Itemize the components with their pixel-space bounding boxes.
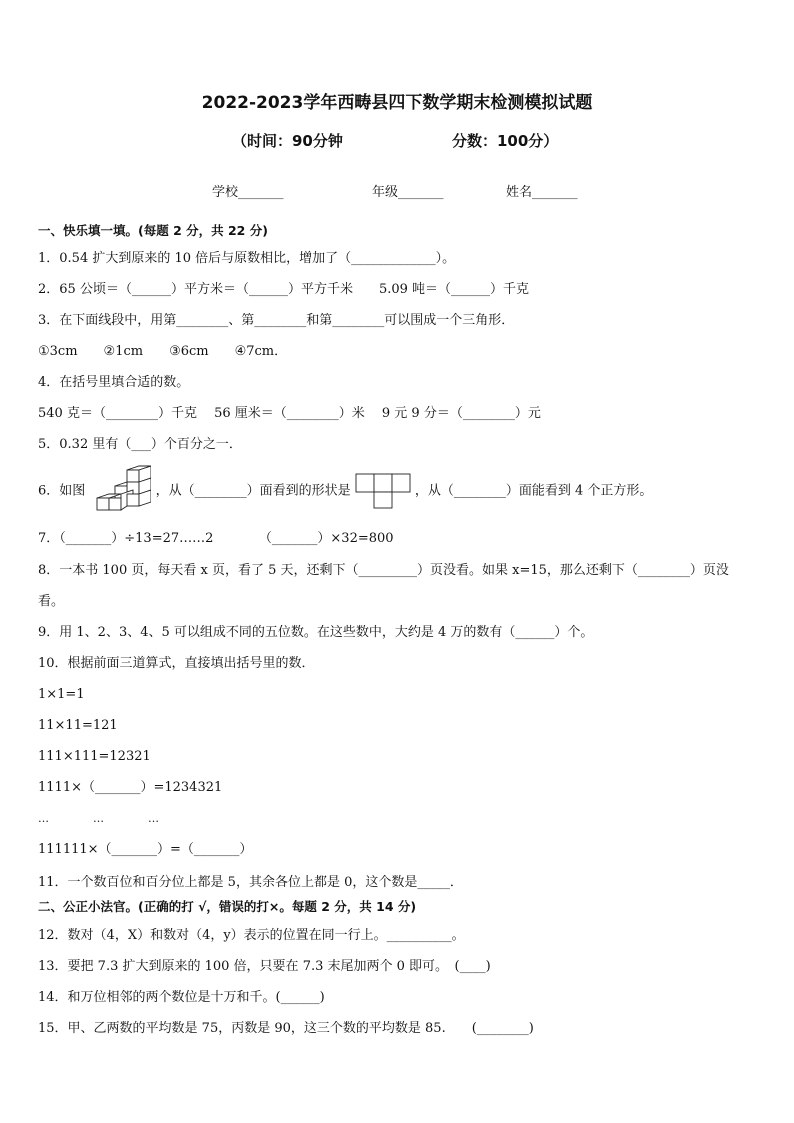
section1-heading: 一、快乐填一填。(每题 2 分，共 22 分) [38,223,268,238]
grade-field: 年级_______ [372,185,444,200]
question-15: 15．甲、乙两数的平均数是 75，丙数是 90，这三个数的平均数是 85. (________) [38,1021,534,1036]
question-4-items: 540 克＝（________）千克 56 厘米＝（________）米 9 元 9 分＝（________）元 [38,406,541,421]
question-9: 9．用 1、2、3、4、5 可以组成不同的五位数。在这些数中，大约是 4 万的数有（______）个。 [38,625,594,640]
name-field: 姓名_______ [506,185,578,200]
exam-time: （时间：90分钟 [232,132,343,150]
question-14: 14．和万位相邻的两个数位是十万和千。(______) [38,990,325,1005]
question-7: 7．（_______）÷13=27……2 （_______）×32=800 [38,531,394,546]
question-10-line-3: 111×111=12321 [38,749,151,764]
exam-score: 分数：100分） [452,132,559,150]
question-8-continued: 看。 [38,594,65,609]
question-6-part-b: ，从（________）面看到的形状是 [155,483,351,499]
exam-title: 2022-2023学年西畴县四下数学期末检测模拟试题 [201,93,593,113]
question-1: 1．0.54 扩大到原来的 10 倍后与原数相比，增加了（_____________）。 [38,251,456,266]
question-8: 8．一本书 100 页，每天看 x 页，看了 5 天，还剩下（_________）页没看。如果 x=15，那么还剩下（________）页没 [38,563,729,578]
section2-heading: 二、公正小法官。(正确的打 √，错误的打×。每题 2 分，共 14 分) [38,899,417,914]
question-6-part-a: 6．如图 [38,483,86,499]
question-5: 5．0.32 里有（___）个百分之一． [38,437,242,452]
question-10-line-4: 1111×（_______）=1234321 [38,780,223,795]
question-10: 10．根据前面三道算式，直接填出括号里的数． [38,656,315,671]
question-10-line-2: 11×11=121 [38,718,118,733]
question-10-line-6: 111111×（_______）=（_______） [38,842,253,857]
question-3-options: ①3cm ②1cm ③6cm ④7cm． [38,344,288,359]
question-11: 11．一个数百位和百分位上都是 5，其余各位上都是 0，这个数是_____． [38,875,463,890]
question-6-part-c: ，从（________）面能看到 4 个正方形。 [414,483,653,499]
cube-stack-figure [89,464,151,518]
question-4: 4．在括号里填合适的数。 [38,375,190,390]
question-10-line-1: 1×1=1 [38,687,85,702]
question-2: 2．65 公顷＝（______）平方米＝（______）平方千米 5.09 吨＝（______）千克 [38,282,530,297]
school-field: 学校_______ [212,185,284,200]
question-6 [38,464,652,519]
question-10-ellipsis: … … … [38,812,159,825]
question-13: 13．要把 7.3 扩大到原来的 100 倍，只要在 7.3 末尾加两个 0 即可。 (____) [38,959,491,974]
question-3: 3．在下面线段中，用第________、第________和第________可以围成一个三角形． [38,313,515,328]
question-12: 12．数对（4，X）和数对（4，y）表示的位置在同一行上。__________。 [38,928,465,943]
view-shape-figure [355,473,411,509]
